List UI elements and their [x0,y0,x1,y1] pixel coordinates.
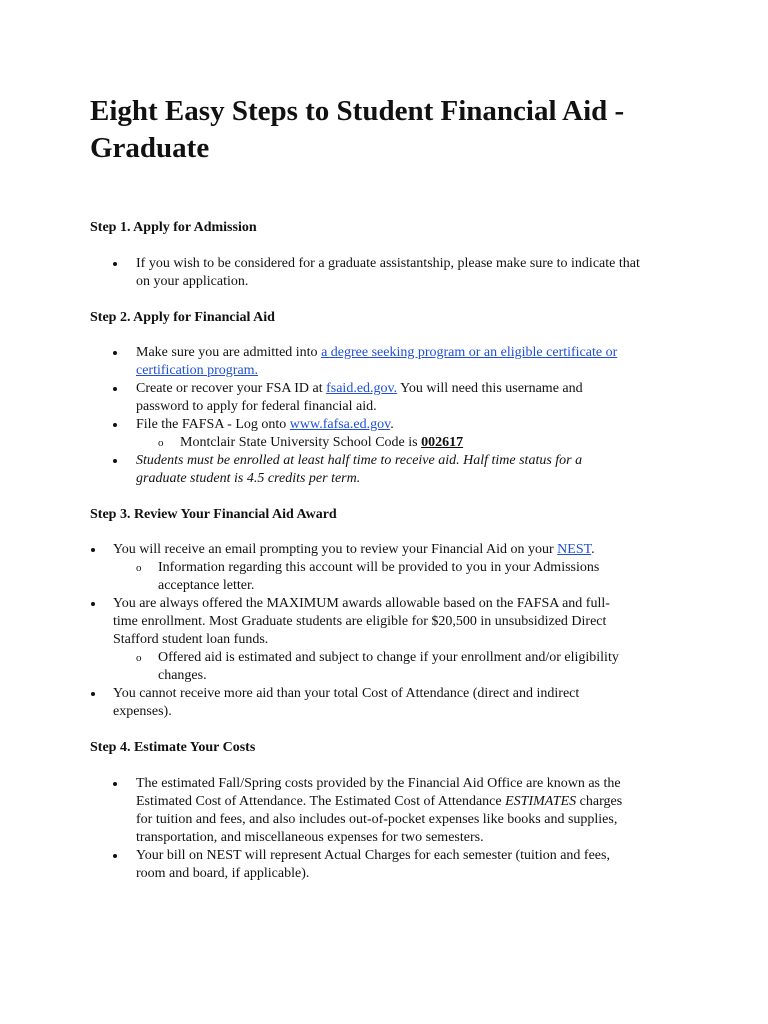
nest-link[interactable]: NEST [557,542,592,557]
step2-bullet-4-line1: Students must be enrolled at least half time to receive aid. Half time status for a [136,453,583,468]
step2-bullet-4-line2: graduate student is 4.5 credits per term. [136,471,361,486]
step3-bullet-2-line3: Stafford student loan funds. [113,632,269,647]
step2-bullet-3-post: . [390,417,394,432]
step2-bullet-3-line1 [136,416,394,434]
step2-bullet-3-text: File the FAFSA - Log onto [136,417,290,432]
step3-bullet-1-line1 [113,541,595,559]
step1-heading: Step 1. Apply for Admission [90,220,257,235]
step3-bullet-1-text: You will receive an email prompting you to review your Financial Aid on your [113,542,558,557]
step1-bullet-1-line1: If you wish to be considered for a graduate assistantship, please make sure to indicate that [136,256,640,271]
step3-bullet-3-line1: You cannot receive more aid than your total Cost of Attendance (direct and indirect [113,686,580,701]
hollow-circle-icon: o [158,437,164,449]
estimates-emphasis: ESTIMATES [505,794,577,809]
school-code-value: 002617 [421,435,464,450]
step3-bullet-2-line1: You are always offered the MAXIMUM awards allowable based on the FAFSA and full- [113,596,610,611]
step2-bullet-2-text: Create or recover your FSA ID at [136,381,327,396]
title-line-2: Graduate [90,132,210,164]
step3-heading: Step 3. Review Your Financial Aid Award [90,507,337,522]
step2-bullet-2-line1 [136,380,583,398]
step4-heading: Step 4. Estimate Your Costs [90,740,256,755]
hollow-circle-icon: o [136,652,142,664]
step4-bullet-2-line2: room and board, if applicable). [136,866,310,881]
step3-bullet-3-line2: expenses). [113,704,172,719]
step4-bullet-1-line1: The estimated Fall/Spring costs provided by the Financial Aid Office are known as the [136,776,621,791]
fafsa-link[interactable]: www.fafsa.ed.gov [289,417,391,432]
school-code-text: Montclair State University School Code is [180,435,422,450]
step2-bullet-1-line2 [136,362,258,380]
step4-bullet-1-line2-post: charges [576,794,623,809]
step3-sub-bullet-2-line1: Offered aid is estimated and subject to change if your enrollment and/or eligibility [158,650,619,665]
step3-sub-bullet-1-line2: acceptance letter. [158,578,255,593]
step2-heading: Step 2. Apply for Financial Aid [90,310,275,325]
school-code-line [180,434,463,452]
step2-bullet-2-post: You will need this username and [397,381,583,396]
step3-sub-bullet-2-line2: changes. [158,668,207,683]
step2-bullet-1-line1 [136,344,617,362]
step1-bullet-1-line2: on your application. [136,274,249,289]
certification-program-link[interactable]: certification program. [136,363,259,378]
step4-bullet-2-line1: Your bill on NEST will represent Actual Charges for each semester (tuition and fees, [136,848,610,863]
step3-sub-bullet-1-line1: Information regarding this account will be provided to you in your Admissions [158,560,600,575]
step4-bullet-1-line2-text: Estimated Cost of Attendance. The Estimated Cost of Attendance [136,794,506,809]
degree-program-link[interactable]: a degree seeking program or an eligible certificate or [321,345,618,360]
step4-bullet-1-line4: transportation, and miscellaneous expenses for two semesters. [136,830,484,845]
step2-bullet-1-text: Make sure you are admitted into [136,345,322,360]
step2-bullet-2-line2: password to apply for federal financial aid. [136,399,377,414]
hollow-circle-icon: o [136,562,142,574]
title-line-1: Eight Easy Steps to Student Financial Aid - [90,95,625,127]
step4-bullet-1-line3: for tuition and fees, and also includes out-of-pocket expenses like books and supplies, [136,812,618,827]
document-title [90,93,690,167]
step3-bullet-2-line2: time enrollment. Most Graduate students are eligible for $20,500 in unsubsidized Direct [113,614,607,629]
fsaid-link[interactable]: fsaid.ed.gov. [326,381,398,396]
step4-bullet-1-line2 [136,793,622,811]
step3-bullet-1-post: . [591,542,595,557]
